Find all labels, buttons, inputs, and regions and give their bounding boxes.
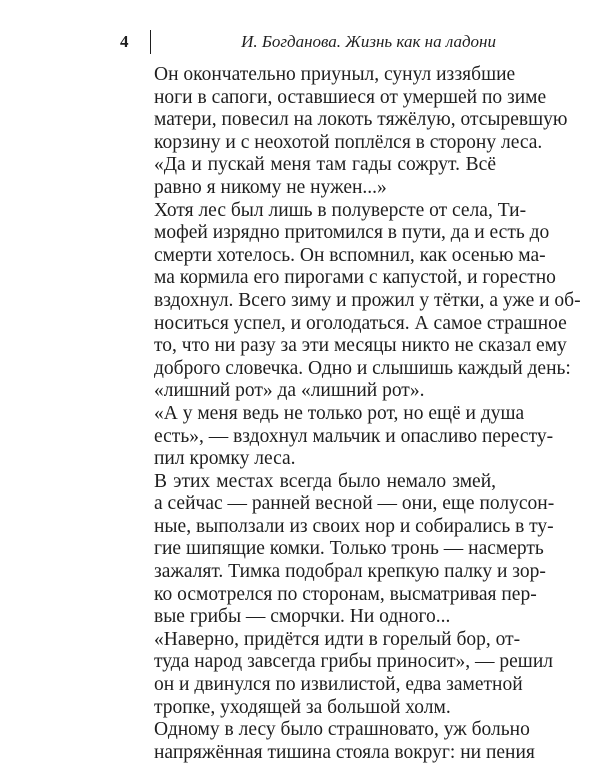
text-line: равно я никому не нужен...»	[154, 176, 387, 198]
text-line: «А у меня ведь не только рот, но ещё и душа	[154, 402, 525, 424]
text-line: ноги в сапоги, оставшиеся от умершей по зиме	[154, 86, 547, 108]
text-line: тропке, уходящей за большой холм.	[154, 696, 451, 718]
paragraph	[118, 719, 535, 764]
text-line: он и двинулся по извилистой, едва заметной	[154, 674, 523, 696]
text-line: ма кормила его пирогами с капустой, и горестно	[154, 267, 556, 289]
body-text	[118, 64, 581, 764]
page-number: 4	[120, 32, 129, 51]
page-header	[118, 30, 496, 56]
text-line: доброго словечка. Одно и слышишь каждый день:	[154, 357, 571, 379]
paragraph	[118, 628, 553, 719]
text-line: ко осмотрелся по сторонам, высматривая пер-	[154, 583, 537, 605]
text-line: то, что ни разу за эти месяцы никто не сказал ему	[154, 335, 567, 357]
text-line: вздохнул. Всего зиму и прожил у тётки, а уже и об-	[154, 289, 581, 311]
text-line: вые грибы — сморчки. Ни одного...	[154, 606, 451, 628]
text-line: есть», — вздохнул мальчик и опасливо пересту-	[154, 425, 554, 447]
text-line: ные, выползали из своих нор и собирались в ту-	[154, 515, 554, 537]
text-line: Хотя лес был лишь в полуверсте от села, Ти-	[154, 199, 527, 221]
text-line: туда народ завсегда грибы приносит», — решил	[154, 651, 553, 673]
text-line: а сейчас — ранней весной — они, еще полусон-	[154, 493, 555, 515]
paragraph	[118, 64, 568, 154]
text-line: гие шипящие комки. Только тронь — насмерть	[154, 538, 544, 560]
paragraph	[118, 154, 496, 199]
paragraph	[118, 199, 581, 403]
text-line: матери, повесил на локоть тяжёлую, отсыревшую	[154, 109, 568, 131]
text-line: смерти хотелось. Он вспомнил, как осенью ма-	[154, 244, 546, 266]
text-line: напряжённая тишина стояла вокруг: ни пения	[154, 741, 535, 763]
text-line: Одному в лесу было страшновато, уж больно	[154, 719, 530, 741]
text-line: пил кромку леса.	[154, 448, 296, 470]
text-line: «Да и пускай меня там гады сожрут. Всё	[154, 154, 496, 176]
header-divider	[150, 30, 151, 54]
text-line: носиться успел, и оголодаться. А самое страшное	[154, 312, 567, 334]
text-line: зажалят. Тимка подобрал крепкую палку и зор-	[154, 561, 546, 583]
text-line: «лишний рот» да «лишний рот».	[154, 380, 425, 402]
text-line: корзину и с неохотой поплёлся в сторону леса.	[154, 131, 543, 153]
paragraph	[118, 402, 554, 471]
paragraph	[118, 470, 555, 629]
text-line: мофей изрядно притомился в пути, да и есть до	[154, 222, 550, 244]
text-line: Он окончательно приуныл, сунул иззябшие	[154, 64, 516, 85]
text-line: В этих местах всегда было немало змей,	[154, 470, 496, 492]
text-line: «Наверно, придётся идти в горелый бор, от-	[154, 628, 521, 650]
running-title: И. Богданова. Жизнь как на ладони	[241, 32, 496, 51]
